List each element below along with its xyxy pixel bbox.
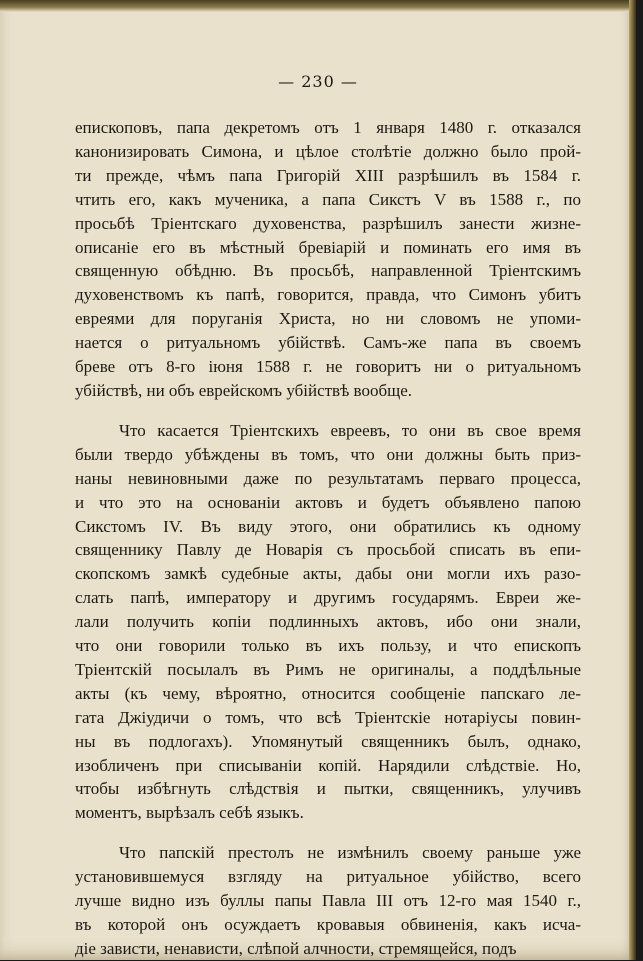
page-top-edge xyxy=(0,0,636,12)
text-line: лучше видно изъ буллы папы Павла III отъ 12-го мая 1540 г., xyxy=(75,891,581,911)
text-line: описаніе его въ мѣстный бревіарій и поминать его имя въ xyxy=(75,237,581,257)
text-line: Сикстомъ IV. Въ виду этого, они обратились къ одному xyxy=(75,516,581,536)
text-line: канонизировать Симона, и цѣлое столѣтіе должно было прой- xyxy=(75,141,581,161)
text-line: и что это на основаніи актовъ и будетъ объявлено папою xyxy=(75,492,581,512)
text-line: нается о ритуальномъ убійствѣ. Самъ-же папа въ своемъ xyxy=(75,333,581,353)
text-line: просьбѣ Тріентскаго духовенства, разрѣшилъ занести жизне- xyxy=(75,213,581,233)
text-line: наны невиновными даже по результатамъ перваго процесса, xyxy=(75,468,581,488)
text-line: лали получить копіи подлинныхъ актовъ, ибо они знали, xyxy=(75,612,581,632)
text-line: скопскомъ замкѣ судебные акты, дабы они могли ихъ разо- xyxy=(75,564,581,584)
text-line: слать папѣ, императору и другимъ государямъ. Евреи же- xyxy=(75,588,581,608)
text-line: чтобы избѣгнуть слѣдствія и пытки, священникъ, улучивъ xyxy=(75,779,581,799)
paragraph-1 xyxy=(75,116,581,403)
text-line: духовенствомъ къ папѣ, говорится, правда, что Симонъ убитъ xyxy=(75,285,581,305)
text-line: установившемуся взгляду на ритуальное убійство, всего xyxy=(75,867,581,887)
paragraph-2 xyxy=(75,419,581,825)
page-right-edge xyxy=(629,0,636,960)
text-line: что они говорили только въ ихъ пользу, и что епископъ xyxy=(75,636,581,656)
text-line: чтить его, какъ мученика, а папа Сикстъ V въ 1588 г., по xyxy=(75,189,581,209)
text-line: Что касается Тріентскихъ евреевъ, то они въ свое время xyxy=(119,420,581,440)
text-line: священнику Павлу де Новарія съ просьбой списать въ епи- xyxy=(75,540,581,560)
text-line: были твердо убѣждены въ томъ, что они должны быть приз- xyxy=(75,444,581,464)
text-line: убійствѣ, ни объ еврейскомъ убійствѣ вообще. xyxy=(75,380,412,400)
text-line: акты (къ чему, вѣроятно, относится сообщеніе папскаго ле- xyxy=(75,683,581,703)
text-line: въ которой онъ осуждаетъ кровавыя обвиненія, какъ исча- xyxy=(75,915,581,934)
text-line: моментъ, вырѣзалъ себѣ языкъ. xyxy=(75,803,304,823)
text-line: ны въ подлогахъ). Упомянутый священникъ былъ, однако, xyxy=(75,731,581,751)
text-line: епископовъ, папа декретомъ отъ 1 января 1480 г. отказался xyxy=(75,118,581,137)
text-line: Тріентскій посылалъ въ Римъ не оригиналы, а поддѣльные xyxy=(75,659,581,679)
text-line: Что папскій престолъ не измѣнилъ своему раньше уже xyxy=(119,843,581,863)
text-line: гата Джіудичи о томъ, что всѣ Тріентскіе нотаріусы повин- xyxy=(75,707,581,727)
text-line: діе зависти, ненависти, слѣпой алчности, стремящейся, подъ xyxy=(75,938,517,958)
page-number-header: — 230 — xyxy=(278,72,358,91)
body-text xyxy=(75,116,581,961)
text-line: бреве отъ 8-го іюня 1588 г. не говоритъ ни о ритуальномъ xyxy=(75,357,581,377)
paragraph-3 xyxy=(75,841,581,961)
text-line: изобличенъ при списываніи копій. Нарядили слѣдствіе. Но, xyxy=(75,755,581,775)
text-line: священную обѣдню. Въ просьбѣ, направленной Тріентскимъ xyxy=(75,261,581,281)
text-line: ти прежде, чѣмъ папа Григорій XIII разрѣшилъ въ 1584 г. xyxy=(75,165,581,185)
text-line: евреями для поруганія Христа, но ни словомъ не упоми- xyxy=(75,309,581,329)
